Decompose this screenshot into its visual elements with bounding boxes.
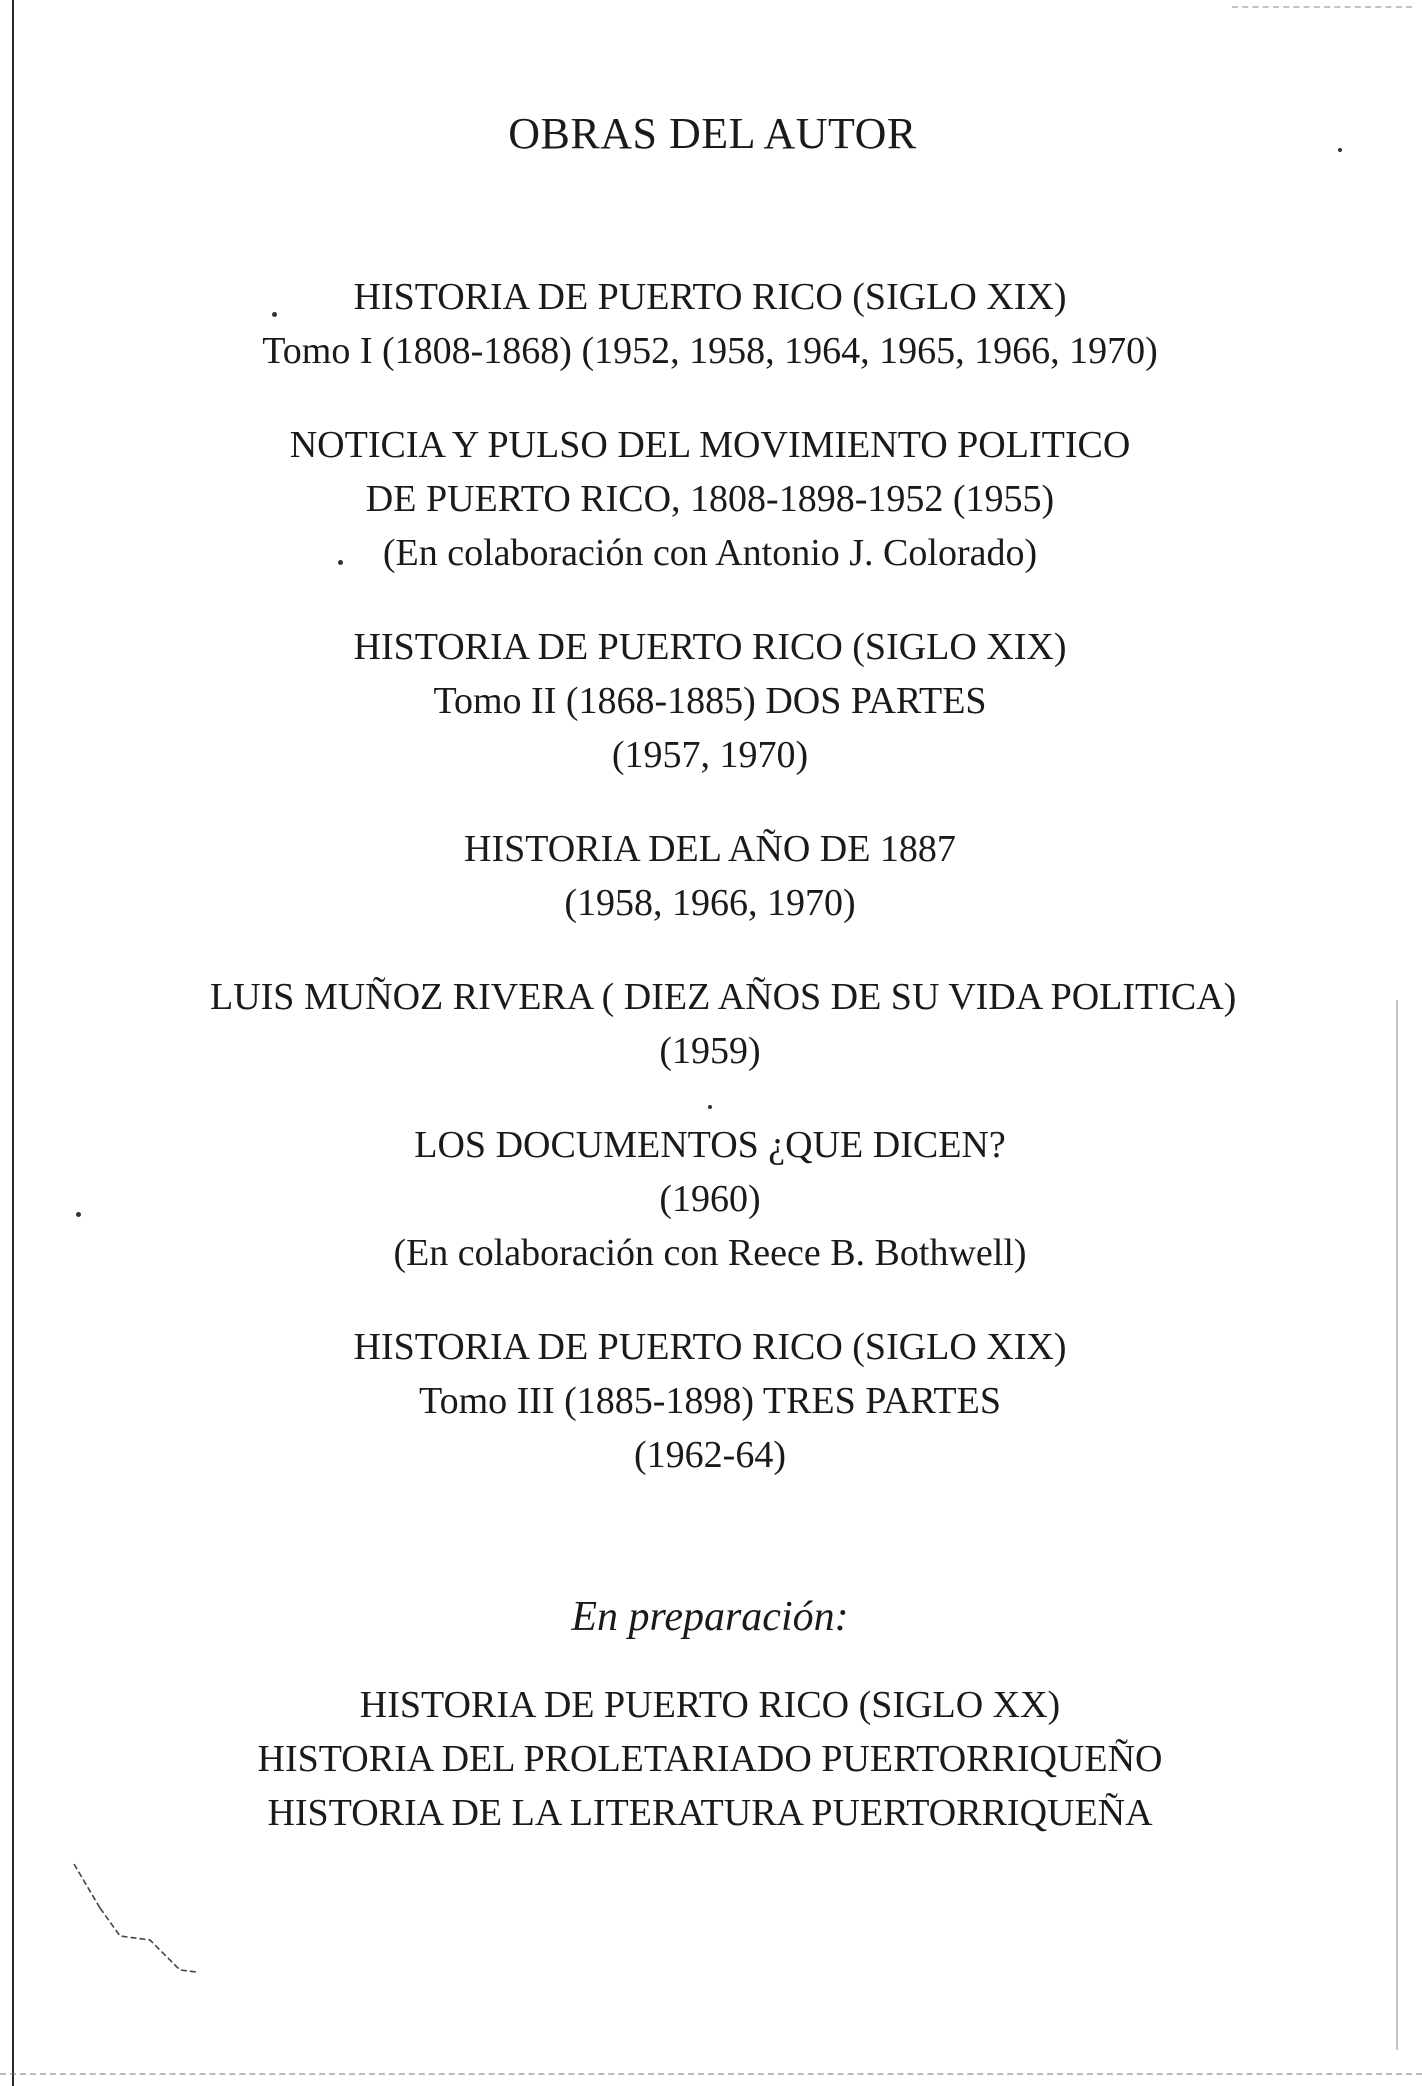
work-line: HISTORIA DE PUERTO RICO (SIGLO XIX) — [353, 626, 1067, 668]
work-line: HISTORIA DE PUERTO RICO (SIGLO XIX) — [353, 1326, 1067, 1368]
work-line: HISTORIA DEL AÑO DE 1887 — [464, 828, 956, 870]
work-line: NOTICIA Y PULSO DEL MOVIMIENTO POLITICO — [289, 424, 1131, 466]
page-top-dash — [1232, 6, 1412, 9]
work-line: (En colaboración con Reece B. Bothwell) — [393, 1232, 1027, 1274]
page-right-edge — [1396, 1000, 1398, 2050]
page-bottom-edge — [0, 2073, 1422, 2076]
page-left-border — [12, 0, 14, 2086]
work-line: (1960) — [659, 1178, 761, 1220]
work-entry-2 — [210, 418, 1210, 580]
scan-speck — [1338, 148, 1342, 152]
works-list — [210, 270, 1237, 1840]
in-preparation-label: En preparación: — [571, 1594, 849, 1640]
work-entry-6 — [210, 1118, 1210, 1280]
in-preparation-item: HISTORIA DE LA LITERATURA PUERTORRIQUEÑA — [267, 1792, 1153, 1834]
work-entry-4 — [210, 822, 1210, 930]
scan-speck — [708, 1105, 712, 1109]
work-line: LUIS MUÑOZ RIVERA ( DIEZ AÑOS DE SU VIDA POLITICA) — [210, 976, 1237, 1018]
scan-speck — [272, 312, 277, 317]
work-entry-7 — [210, 1320, 1210, 1482]
work-line: Tomo III (1885-1898) TRES PARTES — [419, 1380, 1001, 1422]
work-line: (1962-64) — [634, 1434, 786, 1476]
work-entry-5 — [210, 970, 1237, 1078]
work-line: (1958, 1966, 1970) — [564, 882, 856, 924]
work-line: DE PUERTO RICO, 1808-1898-1952 (1955) — [365, 478, 1055, 520]
scan-speck — [76, 1212, 81, 1217]
work-line: (1959) — [659, 1030, 761, 1072]
work-line: Tomo II (1868-1885) DOS PARTES — [433, 680, 987, 722]
work-line: HISTORIA DE PUERTO RICO (SIGLO XIX) — [353, 276, 1067, 318]
in-preparation-item: HISTORIA DEL PROLETARIADO PUERTORRIQUEÑO — [257, 1738, 1163, 1780]
page-title: OBRAS DEL AUTOR — [508, 109, 917, 158]
scan-scratch-mark — [70, 1860, 200, 1980]
work-entry-3 — [210, 620, 1210, 782]
in-preparation-item: HISTORIA DE PUERTO RICO (SIGLO XX) — [359, 1684, 1061, 1726]
work-line: LOS DOCUMENTOS ¿QUE DICEN? — [414, 1124, 1006, 1166]
in-preparation-list — [210, 1678, 1210, 1840]
work-entry-1 — [210, 270, 1210, 378]
scan-speck — [338, 560, 343, 565]
work-line: (En colaboración con Antonio J. Colorado) — [382, 532, 1038, 574]
work-line: (1957, 1970) — [611, 734, 809, 776]
work-line: Tomo I (1808-1868) (1952, 1958, 1964, 1965, 1966, 1970) — [262, 330, 1158, 372]
